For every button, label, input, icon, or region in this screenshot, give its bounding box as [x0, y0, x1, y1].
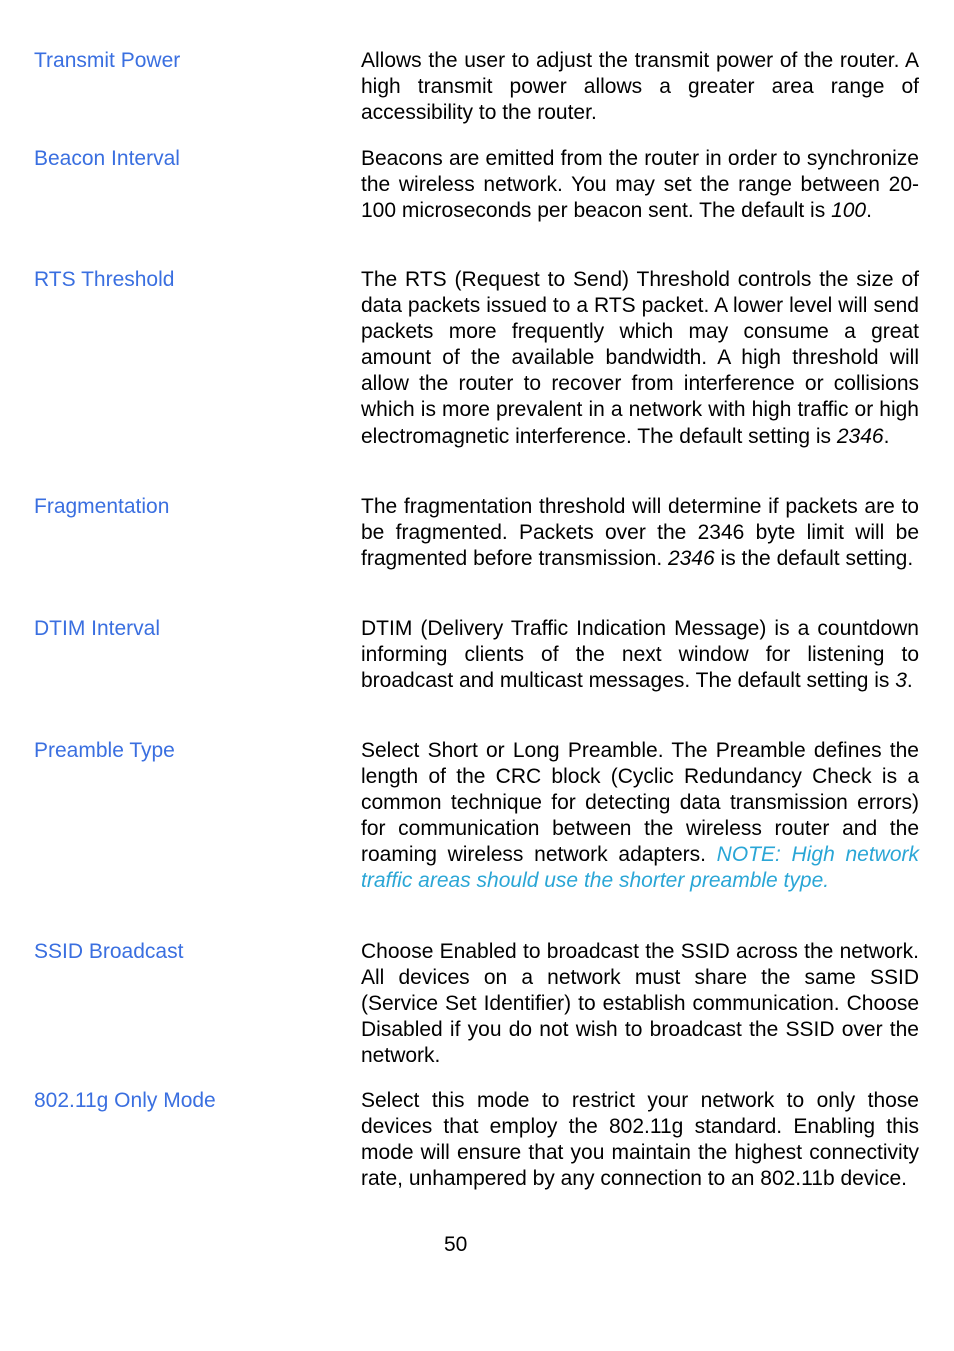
term-description: [361, 146, 919, 224]
description-text: Allows the user to adjust the transmit power of the router. A high transmit power allows a greater area range of accessibility to the router.: [361, 49, 919, 125]
term-label: SSID Broadcast: [34, 940, 184, 963]
description-text: Beacons are emitted from the router in order to synchronize the wireless network. You may set the range between 20-100 microseconds per beacon sent. The default is: [361, 147, 919, 223]
term-description: [361, 616, 919, 694]
term-label: Preamble Type: [34, 739, 175, 762]
term-description: [361, 1088, 919, 1192]
description-text: .: [906, 669, 913, 693]
default-value: 3: [895, 669, 907, 693]
term-label: DTIM Interval: [34, 617, 161, 640]
term-description: [361, 738, 919, 895]
term-label: Transmit Power: [34, 49, 181, 72]
term-label: 802.11g Only Mode: [34, 1089, 216, 1112]
description-text: The RTS (Request to Send) Threshold controls the size of data packets issued to a RTS packet. A lower level will send packets more frequently which may consume a great amount of the available bandwidth. A high threshold will allow the router to recover from interference or collisions which is more prevalent in a network with high traffic or high electromagnetic interference. The default setting is: [361, 268, 919, 448]
description-text: The fragmentation threshold will determine if packets are to be fragmented. Packets over the 2346 byte limit will be fragmented before transmission.: [361, 495, 919, 571]
default-value: 2346: [667, 547, 715, 571]
description-text: Choose Enabled to broadcast the SSID across the network. All devices on a network must share the same SSID (Service Set Identifier) to establish communication. Choose Disabled if you do not wish to broadcast the SSID over the network.: [361, 940, 919, 1068]
note-text: NOTE: High network traffic areas should use the shorter preamble type.: [361, 843, 919, 893]
term-label: Beacon Interval: [34, 147, 180, 170]
description-text: .: [883, 424, 890, 448]
term-description: [361, 267, 919, 450]
description-text: DTIM (Delivery Traffic Indication Message) is a countdown informing clients of the next window for listening to broadcast and multicast messages. The default setting is: [361, 617, 919, 693]
default-value: 100: [831, 199, 867, 223]
term-description: [361, 48, 919, 126]
description-text: Select this mode to restrict your network to only those devices that employ the 802.11g standard. Enabling this mode will ensure that you maintain the highest connectivity rate, unhampered by any connection to an 802.11b device.: [361, 1089, 919, 1191]
default-value: 2346: [836, 424, 884, 448]
term-description: [361, 939, 919, 1069]
term-label: RTS Threshold: [34, 268, 175, 291]
description-text: .: [866, 199, 872, 223]
description-text: Select Short or Long Preamble. The Preamble defines the length of the CRC block (Cyclic Redundancy Check is a common technique for detecting data transmission errors) for communication between the wireless router and the roaming wireless network adapters.: [361, 739, 919, 867]
term-label: Fragmentation: [34, 495, 170, 518]
term-description: [361, 494, 919, 572]
page-number: 50: [444, 1233, 468, 1256]
description-text: is the default setting.: [714, 547, 914, 571]
